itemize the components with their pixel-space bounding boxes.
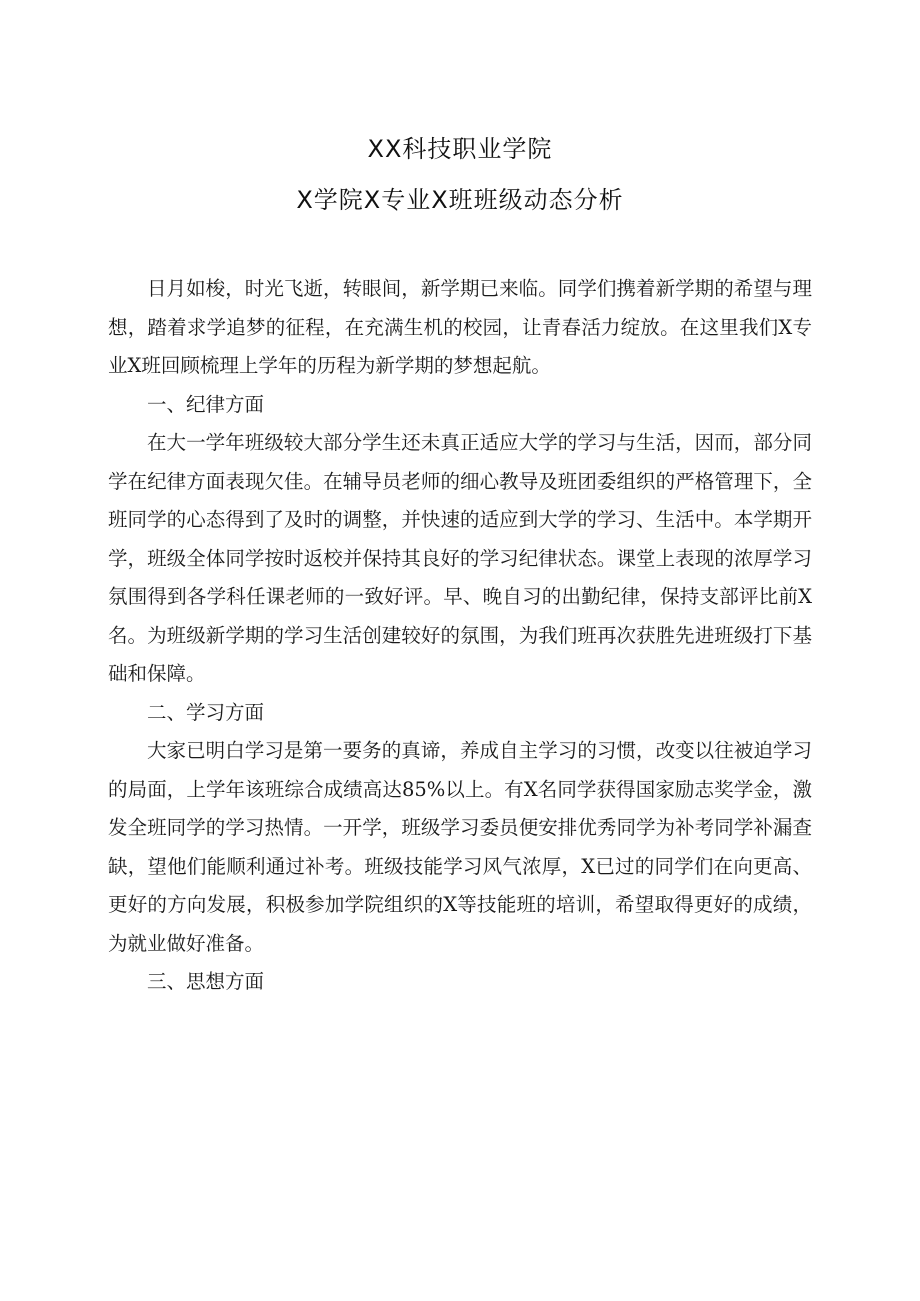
section-body-discipline: 在大一学年班级较大部分学生还未真正适应大学的学习与生活，因而，部分同学在纪律方面表现欠佳。在辅导员老师的细心教导及班团委组织的严格管理下，全班同学的心态得到了及时的调整，并快速的适应到大学的学习、生活中。本学期开学，班级全体同学按时返校并保持其良好的学习纪律状态。课堂上表现的浓厚学习氛围得到各学科任课老师的一致好评。早、晚自习的出勤纪律，保持支部评比前X名。为班级新学期的学习生活创建较好的氛围，为我们班再次获胜先进班级打下基础和保障。: [108, 431, 812, 685]
section-heading-discipline: 一、纪律方面: [147, 392, 265, 416]
document-title-subject: X学院X专业X班班级动态分析: [296, 186, 624, 214]
document-body: [108, 270, 812, 1002]
section-heading-ideology: 三、思想方面: [147, 970, 265, 993]
section-body-study: 大家已明白学习是第一要务的真谛，养成自主学习的习惯，改变以往被迫学习的局面，上学年该班综合成绩高达85%以上。有X名同学获得国家励志奖学金，激发全班同学的学习热情。一开学，班级学习委员便安排优秀同学为补考同学补漏查缺，望他们能顺利通过补考。班级技能学习风气浓厚，X已过的同学们在向更高、更好的方向发展，积极参加学院组织的X等技能班的培训，希望取得更好的成绩，为就业做好准备。: [108, 739, 812, 955]
section-heading-study: 二、学习方面: [147, 700, 265, 724]
document-title-institution: XX科技职业学院: [367, 135, 553, 163]
intro-paragraph: 日月如梭，时光飞逝，转眼间，新学期已来临。同学们携着新学期的希望与理想，踏着求学追梦的征程，在充满生机的校园，让青春活力绽放。在这里我们X专业X班回顾梳理上学年的历程为新学期的梦想起航。: [108, 277, 812, 377]
